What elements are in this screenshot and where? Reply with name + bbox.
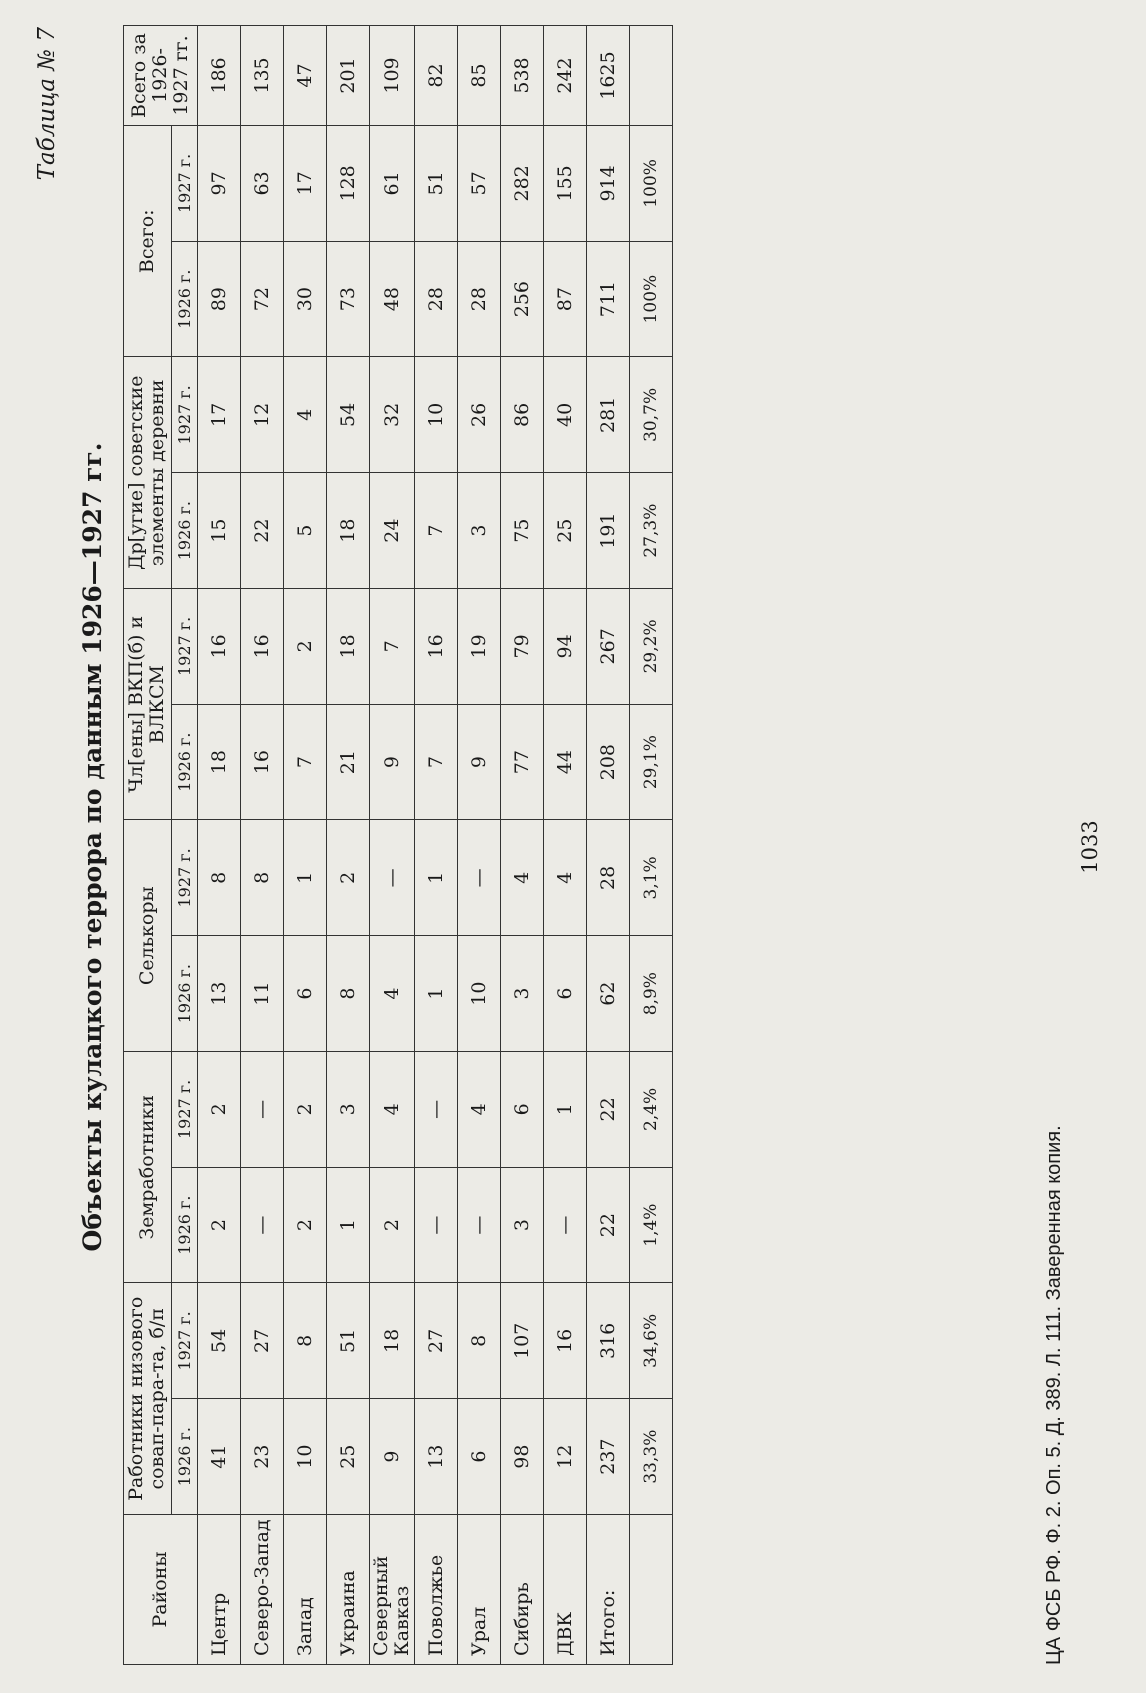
value-cell: 1	[284, 820, 327, 936]
table-row	[587, 25, 630, 1664]
value-cell: 26	[458, 357, 501, 473]
value-cell: 256	[501, 241, 544, 357]
value-cell: 18	[198, 704, 241, 820]
value-cell: 8	[327, 935, 370, 1051]
value-cell: 11	[241, 935, 284, 1051]
region-cell: Запад	[284, 1514, 327, 1664]
percent-cell: 8,9%	[630, 935, 673, 1051]
value-cell: 711	[587, 241, 630, 357]
table-row	[544, 25, 587, 1664]
value-cell: —	[241, 1167, 284, 1283]
value-cell: 18	[370, 1283, 415, 1399]
value-cell: 2	[327, 820, 370, 936]
value-cell: 54	[198, 1283, 241, 1399]
region-cell: Итого:	[587, 1514, 630, 1664]
value-cell: 186	[198, 25, 241, 125]
value-cell: 237	[587, 1398, 630, 1514]
value-cell: 23	[241, 1398, 284, 1514]
value-cell: 9	[370, 1398, 415, 1514]
table-row	[241, 25, 284, 1664]
region-cell: Центр	[198, 1514, 241, 1664]
value-cell: 61	[370, 125, 415, 241]
value-cell: 282	[501, 125, 544, 241]
value-cell: 16	[544, 1283, 587, 1399]
value-cell: 94	[544, 588, 587, 704]
value-cell: 10	[284, 1398, 327, 1514]
header-year-1927: 1927 г.	[171, 588, 198, 704]
value-cell: 28	[415, 241, 458, 357]
value-cell: 5	[284, 472, 327, 588]
region-cell: Северо-Запад	[241, 1514, 284, 1664]
value-cell: 18	[327, 588, 370, 704]
value-cell: 8	[198, 820, 241, 936]
value-cell: 48	[370, 241, 415, 357]
value-cell: 16	[241, 704, 284, 820]
value-cell: 7	[284, 704, 327, 820]
value-cell: 40	[544, 357, 587, 473]
value-cell: 914	[587, 125, 630, 241]
header-year-1927: 1927 г.	[171, 1283, 198, 1399]
value-cell: —	[370, 820, 415, 936]
value-cell: 57	[458, 125, 501, 241]
value-cell: —	[458, 820, 501, 936]
value-cell: 13	[415, 1398, 458, 1514]
header-selkors: Селькоры	[124, 820, 172, 1052]
value-cell: 16	[241, 588, 284, 704]
header-total: Всего:	[124, 125, 172, 357]
header-year-1927: 1927 г.	[171, 1051, 198, 1167]
value-cell: 316	[587, 1283, 630, 1399]
header-year-1926: 1926 г.	[171, 1398, 198, 1514]
region-cell: Северный Кавказ	[370, 1514, 415, 1664]
region-cell: Урал	[458, 1514, 501, 1664]
percent-cell: 2,4%	[630, 1051, 673, 1167]
percent-cell: 27,3%	[630, 472, 673, 588]
value-cell: 7	[370, 588, 415, 704]
value-cell: 17	[284, 125, 327, 241]
value-cell: 28	[458, 241, 501, 357]
value-cell: 3	[501, 1167, 544, 1283]
value-cell: 4	[284, 357, 327, 473]
percent-cell: 100%	[630, 241, 673, 357]
value-cell: 109	[370, 25, 415, 125]
table-body	[198, 25, 673, 1664]
region-cell: Украина	[327, 1514, 370, 1664]
value-cell: 2	[284, 588, 327, 704]
value-cell: 1	[415, 820, 458, 936]
header-year-1926: 1926 г.	[171, 472, 198, 588]
value-cell: 75	[501, 472, 544, 588]
value-cell: 1	[327, 1167, 370, 1283]
value-cell: 538	[501, 25, 544, 125]
table-row	[501, 25, 544, 1664]
header-staff: Работники низового совап-пара-та, б/п	[124, 1283, 172, 1515]
header-regions: Районы	[124, 1514, 198, 1664]
value-cell: 2	[284, 1167, 327, 1283]
value-cell: —	[415, 1051, 458, 1167]
header-other-elements: Др[угие] советские элементы деревни	[124, 357, 172, 589]
header-year-1926: 1926 г.	[171, 704, 198, 820]
value-cell: 201	[327, 25, 370, 125]
percent-cell: 29,1%	[630, 704, 673, 820]
header-grand-total: Всего за 1926-1927 гг.	[124, 25, 198, 125]
value-cell: 47	[284, 25, 327, 125]
value-cell: 89	[198, 241, 241, 357]
value-cell: 86	[501, 357, 544, 473]
value-cell: 155	[544, 125, 587, 241]
percent-cell: 34,6%	[630, 1283, 673, 1399]
value-cell: 63	[241, 125, 284, 241]
value-cell: 10	[415, 357, 458, 473]
value-cell: 72	[241, 241, 284, 357]
value-cell: 17	[198, 357, 241, 473]
value-cell: 97	[198, 125, 241, 241]
table-number: Таблица № 7	[34, 26, 60, 180]
value-cell: 1	[544, 1051, 587, 1167]
header-year-1926: 1926 г.	[171, 241, 198, 357]
value-cell: 8	[458, 1283, 501, 1399]
value-cell: 2	[198, 1051, 241, 1167]
value-cell: 73	[327, 241, 370, 357]
value-cell: 77	[501, 704, 544, 820]
value-cell: 1	[415, 935, 458, 1051]
header-year-1927: 1927 г.	[171, 357, 198, 473]
value-cell: 22	[587, 1167, 630, 1283]
value-cell: 281	[587, 357, 630, 473]
header-row-1	[124, 25, 172, 1664]
value-cell: 51	[415, 125, 458, 241]
percent-cell: 33,3%	[630, 1398, 673, 1514]
value-cell: 21	[327, 704, 370, 820]
value-cell: 25	[544, 472, 587, 588]
value-cell: 3	[327, 1051, 370, 1167]
rotated-page	[28, 17, 1118, 1677]
percent-row-label	[630, 1514, 673, 1664]
table-row	[458, 25, 501, 1664]
value-cell: 9	[458, 704, 501, 820]
value-cell: 15	[198, 472, 241, 588]
value-cell: 6	[501, 1051, 544, 1167]
percent-row-empty	[630, 25, 673, 125]
percent-cell: 29,2%	[630, 588, 673, 704]
value-cell: 79	[501, 588, 544, 704]
value-cell: 25	[327, 1398, 370, 1514]
table-row	[370, 25, 415, 1664]
table-row	[198, 25, 241, 1664]
value-cell: 4	[458, 1051, 501, 1167]
terror-objects-table	[123, 25, 673, 1665]
value-cell: 16	[198, 588, 241, 704]
value-cell: —	[458, 1167, 501, 1283]
value-cell: 22	[587, 1051, 630, 1167]
header-year-1926: 1926 г.	[171, 1167, 198, 1283]
value-cell: —	[241, 1051, 284, 1167]
value-cell: 16	[415, 588, 458, 704]
value-cell: 13	[198, 935, 241, 1051]
header-party-members: Чл[ены] ВКП(б) и ВЛКСМ	[124, 588, 172, 820]
value-cell: 6	[284, 935, 327, 1051]
value-cell: 3	[501, 935, 544, 1051]
value-cell: —	[415, 1167, 458, 1283]
value-cell: 51	[327, 1283, 370, 1399]
value-cell: 2	[370, 1167, 415, 1283]
value-cell: 8	[284, 1283, 327, 1399]
percent-cell: 100%	[630, 125, 673, 241]
value-cell: —	[544, 1167, 587, 1283]
value-cell: 6	[544, 935, 587, 1051]
value-cell: 8	[241, 820, 284, 936]
percent-cell: 1,4%	[630, 1167, 673, 1283]
value-cell: 9	[370, 704, 415, 820]
region-cell: ДВК	[544, 1514, 587, 1664]
value-cell: 18	[327, 472, 370, 588]
value-cell: 22	[241, 472, 284, 588]
percent-cell: 30,7%	[630, 357, 673, 473]
header-land-workers: Земработники	[124, 1051, 172, 1283]
value-cell: 135	[241, 25, 284, 125]
percent-cell: 3,1%	[630, 820, 673, 936]
table-row	[327, 25, 370, 1664]
percent-row	[630, 25, 673, 1664]
table-title: Объекты кулацкого террора по данным 1926—1927 гг.	[78, 442, 107, 1251]
value-cell: 1625	[587, 25, 630, 125]
value-cell: 98	[501, 1398, 544, 1514]
value-cell: 12	[544, 1398, 587, 1514]
value-cell: 87	[544, 241, 587, 357]
value-cell: 12	[241, 357, 284, 473]
value-cell: 3	[458, 472, 501, 588]
value-cell: 128	[327, 125, 370, 241]
value-cell: 4	[501, 820, 544, 936]
value-cell: 191	[587, 472, 630, 588]
value-cell: 27	[415, 1283, 458, 1399]
source-note: ЦА ФСБ РФ. Ф. 2. Оп. 5. Д. 389. Л. 111. Заверенная копия.	[1043, 1124, 1065, 1665]
value-cell: 4	[370, 1051, 415, 1167]
value-cell: 2	[284, 1051, 327, 1167]
value-cell: 32	[370, 357, 415, 473]
value-cell: 2	[198, 1167, 241, 1283]
value-cell: 85	[458, 25, 501, 125]
value-cell: 267	[587, 588, 630, 704]
value-cell: 28	[587, 820, 630, 936]
value-cell: 7	[415, 472, 458, 588]
value-cell: 27	[241, 1283, 284, 1399]
value-cell: 24	[370, 472, 415, 588]
page-number: 1033	[1078, 819, 1102, 874]
value-cell: 19	[458, 588, 501, 704]
header-year-1927: 1927 г.	[171, 125, 198, 241]
header-year-1927: 1927 г.	[171, 820, 198, 936]
table-row	[284, 25, 327, 1664]
value-cell: 82	[415, 25, 458, 125]
value-cell: 242	[544, 25, 587, 125]
value-cell: 44	[544, 704, 587, 820]
value-cell: 30	[284, 241, 327, 357]
value-cell: 6	[458, 1398, 501, 1514]
value-cell: 4	[544, 820, 587, 936]
header-row-years	[171, 25, 198, 1664]
value-cell: 10	[458, 935, 501, 1051]
header-year-1926: 1926 г.	[171, 935, 198, 1051]
region-cell: Поволжье	[415, 1514, 458, 1664]
value-cell: 4	[370, 935, 415, 1051]
value-cell: 54	[327, 357, 370, 473]
value-cell: 41	[198, 1398, 241, 1514]
value-cell: 107	[501, 1283, 544, 1399]
value-cell: 7	[415, 704, 458, 820]
value-cell: 208	[587, 704, 630, 820]
value-cell: 62	[587, 935, 630, 1051]
region-cell: Сибирь	[501, 1514, 544, 1664]
table-row	[415, 25, 458, 1664]
